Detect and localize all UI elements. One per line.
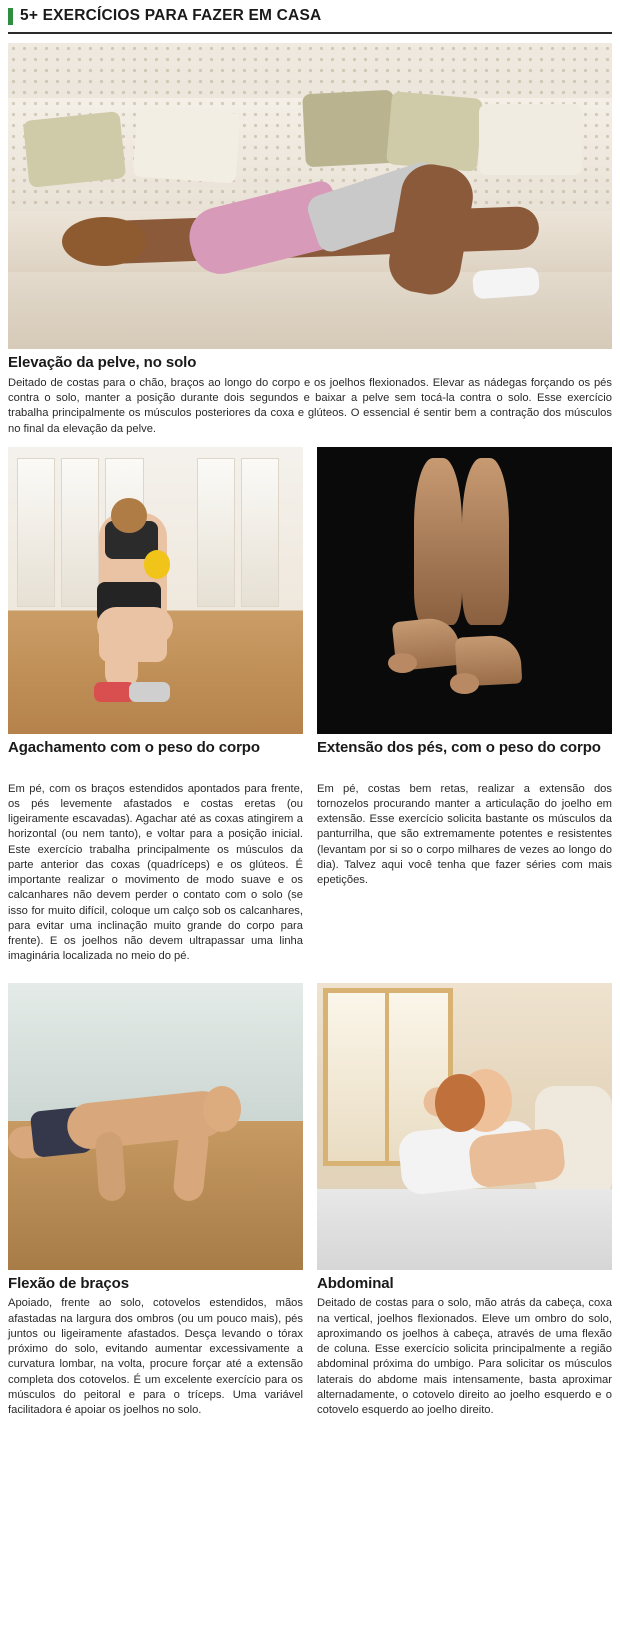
photo-pelvic-lift <box>8 43 612 349</box>
section-squat <box>8 447 303 965</box>
section-pelvic-lift <box>8 43 612 437</box>
caption-calf-raise: Extensão dos pés, com o peso do corpo <box>317 738 601 756</box>
text-pelvic-lift: Deitado de costas para o chão, braços ao longo do corpo e os joelhos flexionados. Elevar as nádegas forçando os pés contra o solo, manter a posição durante dois segundos e baixar a pelve sem tocá-la contra o solo. Esse exercício trabalha principalmente os músculos posteriores da coxa e glúteos. O essencial é sentir bem a contração dos músculos no final da elevação da pelve. <box>8 376 612 435</box>
caption-squat: Agachamento com o peso do corpo <box>8 738 260 756</box>
row-squat-calf <box>8 447 612 965</box>
caption-pelvic-lift: Elevação da pelve, no solo <box>8 354 197 371</box>
row-pushup-crunch <box>8 983 612 1419</box>
photo-push-up <box>8 983 303 1270</box>
text-crunch: Deitado de costas para o solo, mão atrás da cabeça, coxa na vertical, joelhos flexionados. Eleve um ombro do solo, aproximando os joelhos à cabeça, através de uma flexão de coluna. Esse exercício solicita principalmente a região abdominal próxima do umbigo. Para solicitar os músculos laterais do abdome mais intensamente, basta aproximar alternadamente, o cotovelo direito ao joelho esquerdo e o cotovelo esquerdo ao joelho direito. <box>317 1297 612 1416</box>
page-title: 5+ EXERCÍCIOS PARA FAZER EM CASA <box>20 7 322 25</box>
section-crunch <box>317 983 612 1419</box>
text-push-up: Apoiado, frente ao solo, cotovelos estendidos, mãos afastadas na largura dos ombros (ou um pouco mais), pés juntos ou ligeiramente afastados. Desça levando o tórax próximo do solo, evitando aumentar excessivamente a curvatura lombar, na volta, procure forçar até a extensão completa dos cotovelos. É um excelente exercício para os músculos do peitoral e para o tríceps. Uma variável facilitadora é apoiar os joelhos no solo. <box>8 1297 303 1416</box>
page-header <box>8 0 612 34</box>
caption-push-up: Flexão de braços <box>8 1274 129 1292</box>
caption-crunch: Abdominal <box>317 1274 394 1292</box>
page-bottom-spacer <box>8 1418 612 1428</box>
photo-crunch <box>317 983 612 1270</box>
section-push-up <box>8 983 303 1419</box>
section-calf-raise <box>317 447 612 965</box>
photo-calf-raise <box>317 447 612 734</box>
text-squat: Em pé, com os braços estendidos apontados para frente, os pés levemente afastados e costas eretas (ou ligeiramente escavadas). Agachar até as coxas atingirem a horizontal (ou nem tanto), e voltar para a posição inicial. Este exercício trabalha principalmente os músculos da parte anterior das coxas (quadríceps) e os glúteos. É importante realizar o movimento de modo suave e os calcanhares não devem perder o contato com o solo (se isso for muito difícil, coloque um calço sob os calcanhares, para evitar uma inclinação muito grande do corpo para frente). E os joelhos não devem ultrapassar uma linha imaginária localizada no meio do pé. <box>8 782 303 963</box>
header-accent-bar <box>8 8 13 25</box>
text-calf-raise: Em pé, costas bem retas, realizar a extensão dos tornozelos procurando manter a articulação do joelho em extensão. Esse exercício solicita bastante os músculos da panturrilha, que são extremamente potentes e resistentes (levantam por si so o corpo milhares de vezes ao longo do dia). Talvez aqui você tenha que fazer séries com mais epetições. <box>317 782 612 887</box>
photo-squat <box>8 447 303 734</box>
